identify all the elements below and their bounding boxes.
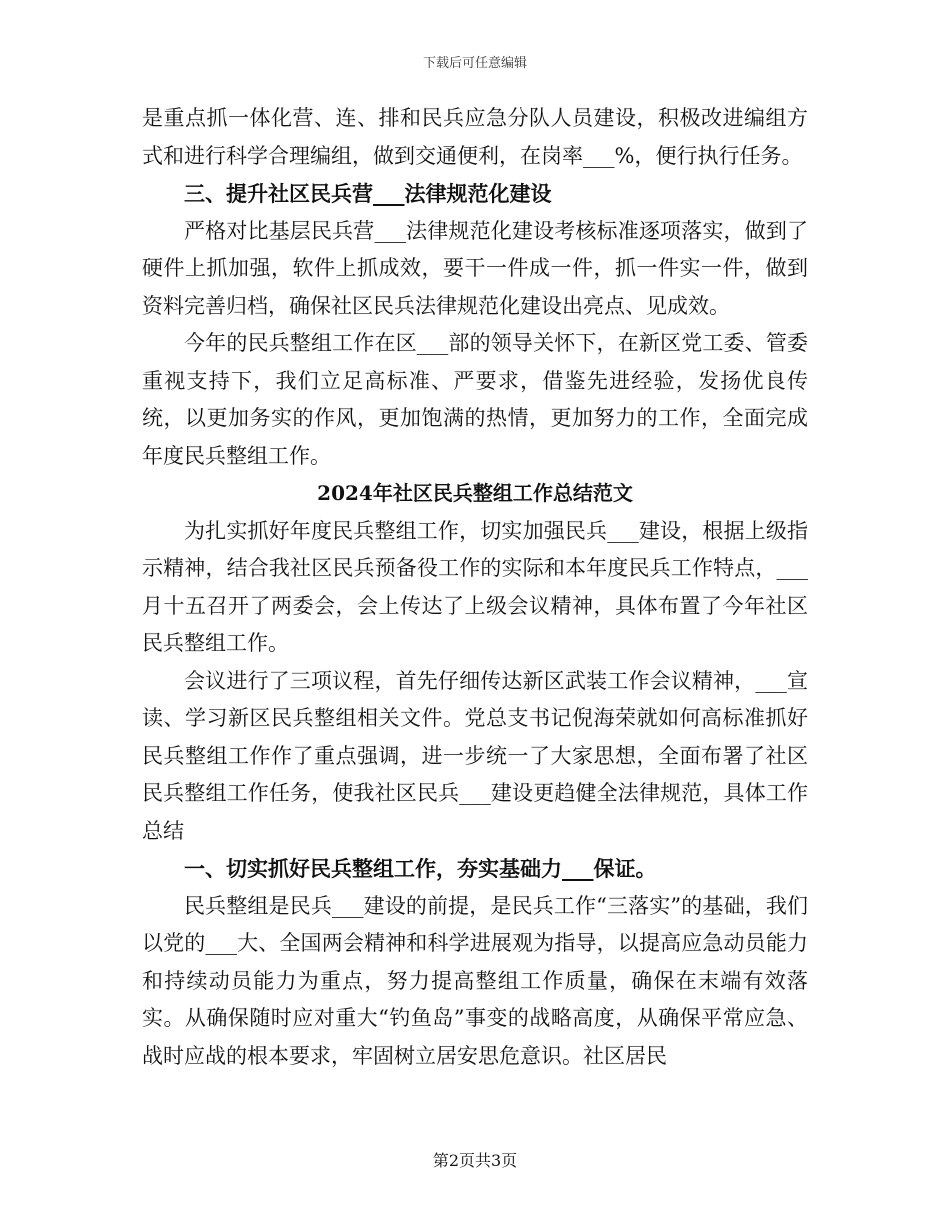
paragraph-3: 今年的民兵整组工作在区___部的领导关怀下，在新区党工委、管委重视支持下，我们立足高标准、严要求，借鉴先进经验，发扬优良传统，以更加务实的作风，更加饱满的热情，更加努力的工作，全面完成年度民兵整组工作。: [142, 331, 808, 468]
paragraph-4: 为扎实抓好年度民兵整组工作，切实加强民兵___建设，根据上级指示精神，结合我社区民兵预备役工作的实际和本年度民兵工作特点，___月十五召开了两委会，会上传达了上级会议精神，具体布置了今年社区民兵整组工作。: [142, 518, 808, 655]
paragraph-1: 是重点抓一体化营、连、排和民兵应急分队人员建设，积极改进编组方式和进行科学合理编组，做到交通便利，在岗率___%，便行执行任务。: [142, 106, 808, 168]
paragraph-5: 会议进行了三项议程，首先仔细传达新区武装工作会议精神，___宣读、学习新区民兵整组相关文件。党总支书记倪海荣就如何高标准抓好民兵整组工作作了重点强调，进一步统一了大家思想，全面布署了社区民兵整组工作任务，使我社区民兵___建设更趋健全法律规范，具体工作总结: [142, 668, 808, 843]
page-footer: 第2页共3页: [432, 1151, 518, 1170]
paragraph-2: 严格对比基层民兵营___法律规范化建设考核标准逐项落实，做到了硬件上抓加强，软件上抓成效，要干一件成一件，抓一件实一件，做到资料完善归档，确保社区民兵法律规范化建设出亮点、见成效。: [142, 218, 808, 318]
page-header: 下载后可任意编辑: [422, 56, 527, 71]
section-heading-3: 三、提升社区民兵营___法律规范化建设: [184, 181, 552, 206]
document-title: 2024年社区民兵整组工作总结范文: [317, 481, 633, 505]
document-body: [142, 100, 808, 1075]
paragraph-6: 民兵整组是民兵___建设的前提，是民兵工作“三落实”的基础，我们以党的___大、全国两会精神和科学进展观为指导，以提高应急动员能力和持续动员能力为重点，努力提高整组工作质量，确保在末端有效落实。从确保随时应对重大“钓鱼岛”事变的战略高度，从确保平常应急、战时应战的根本要求，牢固树立居安思危意识。社区居民: [142, 893, 808, 1068]
section-heading-1: 一、切实抓好民兵整组工作，夯实基础力___保证。: [184, 856, 657, 881]
